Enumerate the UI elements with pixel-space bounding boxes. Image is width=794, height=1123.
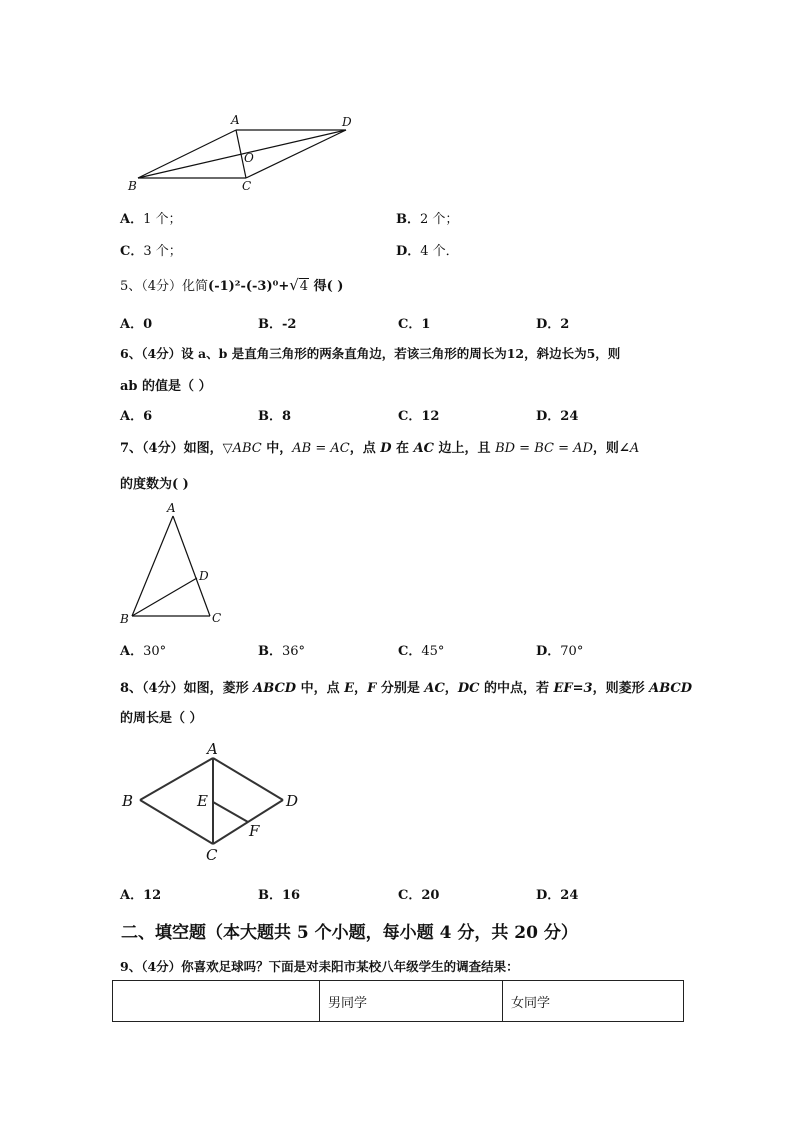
- q9-stem: 9、（4分）你喜欢足球吗？下面是对耒阳市某校八年级学生的调查结果：: [120, 959, 519, 974]
- table-header-cell: 男同学: [320, 981, 503, 1022]
- q7-option-c[interactable]: C．45°: [398, 644, 445, 659]
- q5-option-b[interactable]: B．-2: [258, 317, 297, 332]
- label-A: A: [167, 501, 176, 515]
- label-A: A: [207, 740, 218, 758]
- q7-stem-line2: 的度数为( ): [120, 477, 189, 492]
- q7-option-d[interactable]: D．70°: [536, 644, 584, 659]
- parallelogram-figure: [120, 108, 370, 198]
- label-E: E: [197, 792, 208, 810]
- label-C: C: [206, 846, 218, 864]
- sqrt-symbol: √: [289, 276, 299, 294]
- q4-option-a[interactable]: A．1 个；: [120, 212, 182, 227]
- label-D: D: [286, 792, 299, 810]
- q6-stem-line2: ab 的值是（ ）: [120, 379, 212, 394]
- q8-stem-line2: 的周长是（ ）: [120, 711, 203, 726]
- q8-option-d[interactable]: D．24: [536, 888, 579, 903]
- q6-option-a[interactable]: A．6: [120, 409, 153, 424]
- label-B: B: [128, 179, 137, 193]
- triangle-figure: [115, 500, 235, 630]
- q6-option-b[interactable]: B．8: [258, 409, 292, 424]
- q6-stem-line1: 6、（4分）设 a、b 是直角三角形的两条直角边，若该三角形的周长为12，斜边长为5，则: [120, 346, 621, 361]
- q5-option-a[interactable]: A．0: [120, 317, 153, 332]
- label-F: F: [249, 822, 260, 840]
- q5-option-c[interactable]: C．1: [398, 317, 431, 332]
- q8-stem-line1: 8、（4分）如图，菱形 ABCD 中，点 E，F 分别是 AC，DC 的中点，若 EF=3，则菱形 ABCD: [120, 681, 693, 696]
- q4-option-d[interactable]: D．4 个．: [396, 244, 459, 259]
- rhombus-figure: [118, 736, 318, 866]
- label-B: B: [120, 612, 129, 626]
- q4-option-c[interactable]: C．3 个；: [120, 244, 182, 259]
- label-A: A: [231, 113, 240, 127]
- q7-option-a[interactable]: A．30°: [120, 644, 167, 659]
- q6-option-d[interactable]: D．24: [536, 409, 579, 424]
- q8-option-b[interactable]: B．16: [258, 888, 301, 903]
- label-C: C: [212, 611, 222, 625]
- table-header-cell: [113, 981, 320, 1022]
- q6-option-c[interactable]: C．12: [398, 409, 440, 424]
- label-B: B: [122, 792, 134, 810]
- label-D: D: [342, 115, 352, 129]
- section-heading-fill-in: 二、填空题（本大题共 5 个小题，每小题 4 分，共 20 分）: [121, 923, 578, 943]
- table-header-cell: 女同学: [503, 981, 684, 1022]
- q5-stem: 5、（4分）化简(-1)²-(-3)⁰+√4 得( ): [120, 276, 344, 294]
- q8-option-c[interactable]: C．20: [398, 888, 440, 903]
- table-row: [113, 981, 684, 1022]
- label-D: D: [199, 569, 209, 583]
- q4-option-b[interactable]: B．2 个；: [396, 212, 459, 227]
- label-O: O: [244, 151, 254, 165]
- q7-option-b[interactable]: B．36°: [258, 644, 306, 659]
- q8-option-a[interactable]: A．12: [120, 888, 162, 903]
- label-C: C: [242, 179, 252, 193]
- q7-stem-line1: 7、（4分）如图，▽ABC 中，AB = AC，点 D 在 AC 边上，且 BD = BC = AD，则∠A: [120, 441, 640, 456]
- q5-option-d[interactable]: D．2: [536, 317, 570, 332]
- survey-table: [112, 980, 684, 1022]
